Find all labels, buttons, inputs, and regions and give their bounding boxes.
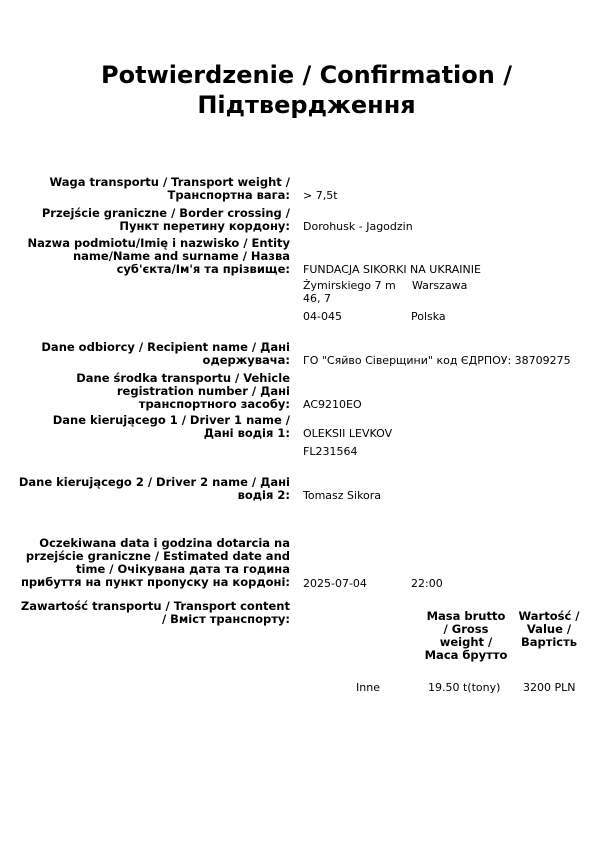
content-type-cell: Inne — [356, 681, 380, 694]
border-crossing-label: Przejście graniczne / Border crossing / Пункт перетину кордону: — [41, 206, 290, 233]
entity-postcode: 04-045 — [303, 310, 342, 323]
entity-street: Żymirskiego 7 m — [303, 279, 396, 292]
arrival-time: 22:00 — [411, 577, 443, 590]
entity-country: Polska — [411, 310, 446, 323]
title-line-2: Підтвердження — [197, 91, 416, 119]
driver2-label: Dane kierującego 2 / Driver 2 name / Дані водія 2: — [18, 475, 290, 502]
driver1-label: Dane kierującego 1 / Driver 1 name / Дані водія 1: — [52, 413, 290, 440]
arrival-label: Oczekiwana data i godzina dotarcia na przejście graniczne / Estimated date and time / Очікувана дата та година прибуття на пункт пропуску на кордоні: — [20, 536, 290, 589]
mass-column-header: Masa brutto / Gross weight / Маса брутто — [424, 609, 508, 662]
driver1-id: FL231564 — [303, 445, 358, 458]
weight-label: Waga transportu / Transport weight / Транспортна вага: — [49, 175, 290, 202]
content-value-cell: 3200 PLN — [523, 681, 576, 694]
border-crossing-value: Dorohusk - Jagodzin — [303, 220, 413, 233]
driver1-name: OLEKSII LEVKOV — [303, 427, 393, 440]
entity-city: Warszawa — [412, 279, 468, 292]
vehicle-label: Dane środka transportu / Vehicle registration number / Дані транспортного засобу: — [76, 371, 290, 411]
content-mass-cell: 19.50 t(tony) — [428, 681, 501, 694]
vehicle-value: AC9210EO — [303, 398, 362, 411]
entity-name: FUNDACJA SIKORKI NA UKRAINIE — [303, 263, 481, 276]
arrival-date: 2025-07-04 — [303, 577, 367, 590]
driver2-value: Tomasz Sikora — [303, 489, 382, 502]
value-column-header: Wartość / Value / Вартість — [518, 609, 580, 649]
title-line-1: Potwierdzenie / Confirmation / — [101, 61, 512, 89]
recipient-value: ГО "Сяйво Сіверщини" код ЄДРПОУ: 38709275 — [303, 354, 571, 367]
page-title — [0, 60, 613, 120]
weight-value: > 7,5t — [303, 189, 338, 202]
entity-label: Nazwa podmiotu/Imię i nazwisko / Entity name/Name and surname / Назва суб'єкта/Ім'я та прізвище: — [27, 236, 290, 276]
recipient-label: Dane odbiorcy / Recipient name / Дані одержувача: — [41, 340, 290, 367]
entity-number: 46, 7 — [303, 292, 331, 305]
content-label: Zawartość transportu / Transport content / Вміст транспорту: — [20, 599, 290, 626]
